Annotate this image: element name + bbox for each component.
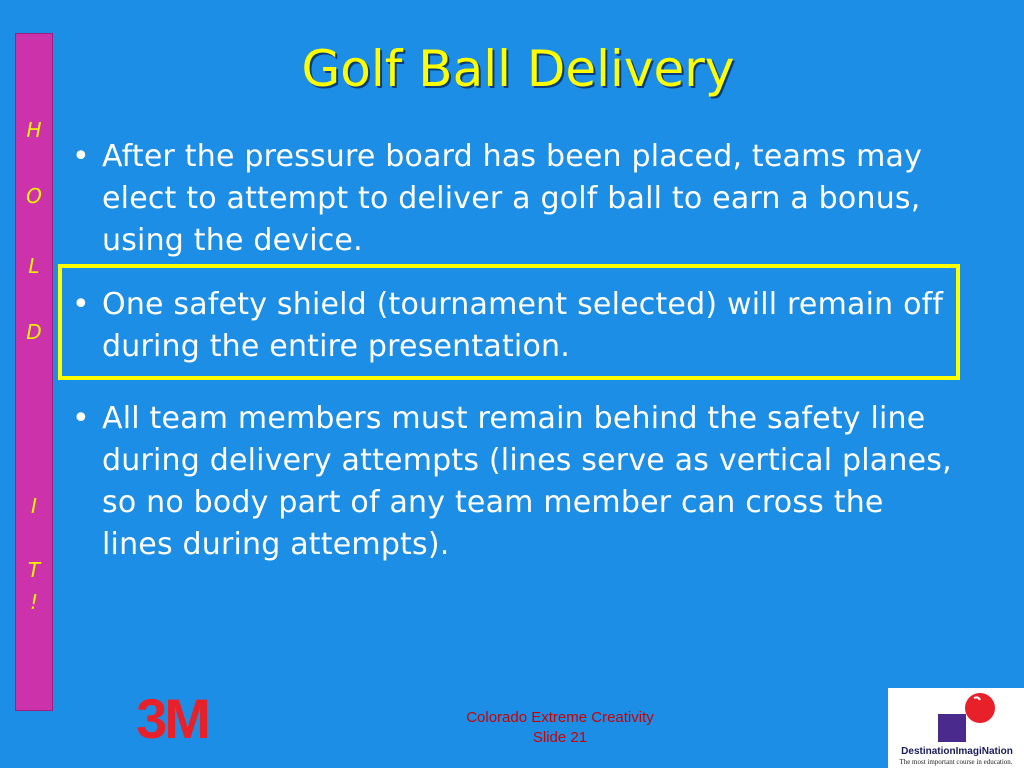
footer-event-name: Colorado Extreme Creativity [466, 709, 654, 726]
bullet-item [72, 398, 952, 566]
bullet-marker: • [72, 139, 90, 174]
banner-letter-exclaim: ! [29, 590, 39, 614]
slide-title: Golf Ball Delivery [301, 40, 735, 98]
di-emblem-icon [888, 688, 1024, 746]
banner-letter-h: H [26, 118, 42, 142]
di-name: DestinationImagiNation [901, 746, 1013, 757]
3m-logo [122, 690, 222, 744]
bullet-marker: • [72, 401, 90, 436]
bullet-item [72, 284, 952, 368]
di-tagline: The most important course in education. [899, 758, 1013, 766]
svg-text:3M: 3M [136, 690, 208, 744]
bullet-text: One safety shield (tournament selected) will remain off during the entire presentation. [102, 287, 944, 364]
bullet-text: After the pressure board has been placed, teams may elect to attempt to deliver a golf ball to earn a bonus, using the device. [102, 139, 923, 258]
bullet-marker: • [72, 287, 90, 322]
banner-letter-t: T [27, 558, 41, 582]
banner-letter-o: O [26, 184, 42, 208]
footer-slide-number: Slide 21 [532, 729, 588, 746]
hold-it-banner [16, 34, 52, 710]
banner-letter-d: D [26, 320, 42, 344]
banner-letter-l: L [28, 254, 40, 278]
destination-imagination-logo [888, 688, 1024, 768]
bullet-item [72, 136, 952, 262]
bullet-text: All team members must remain behind the safety line during delivery attempts (lines serve as vertical planes, so no body part of any team member can cross the lines during attempts). [102, 401, 952, 562]
slide-footer [380, 708, 740, 748]
banner-letter-i: I [31, 494, 37, 518]
